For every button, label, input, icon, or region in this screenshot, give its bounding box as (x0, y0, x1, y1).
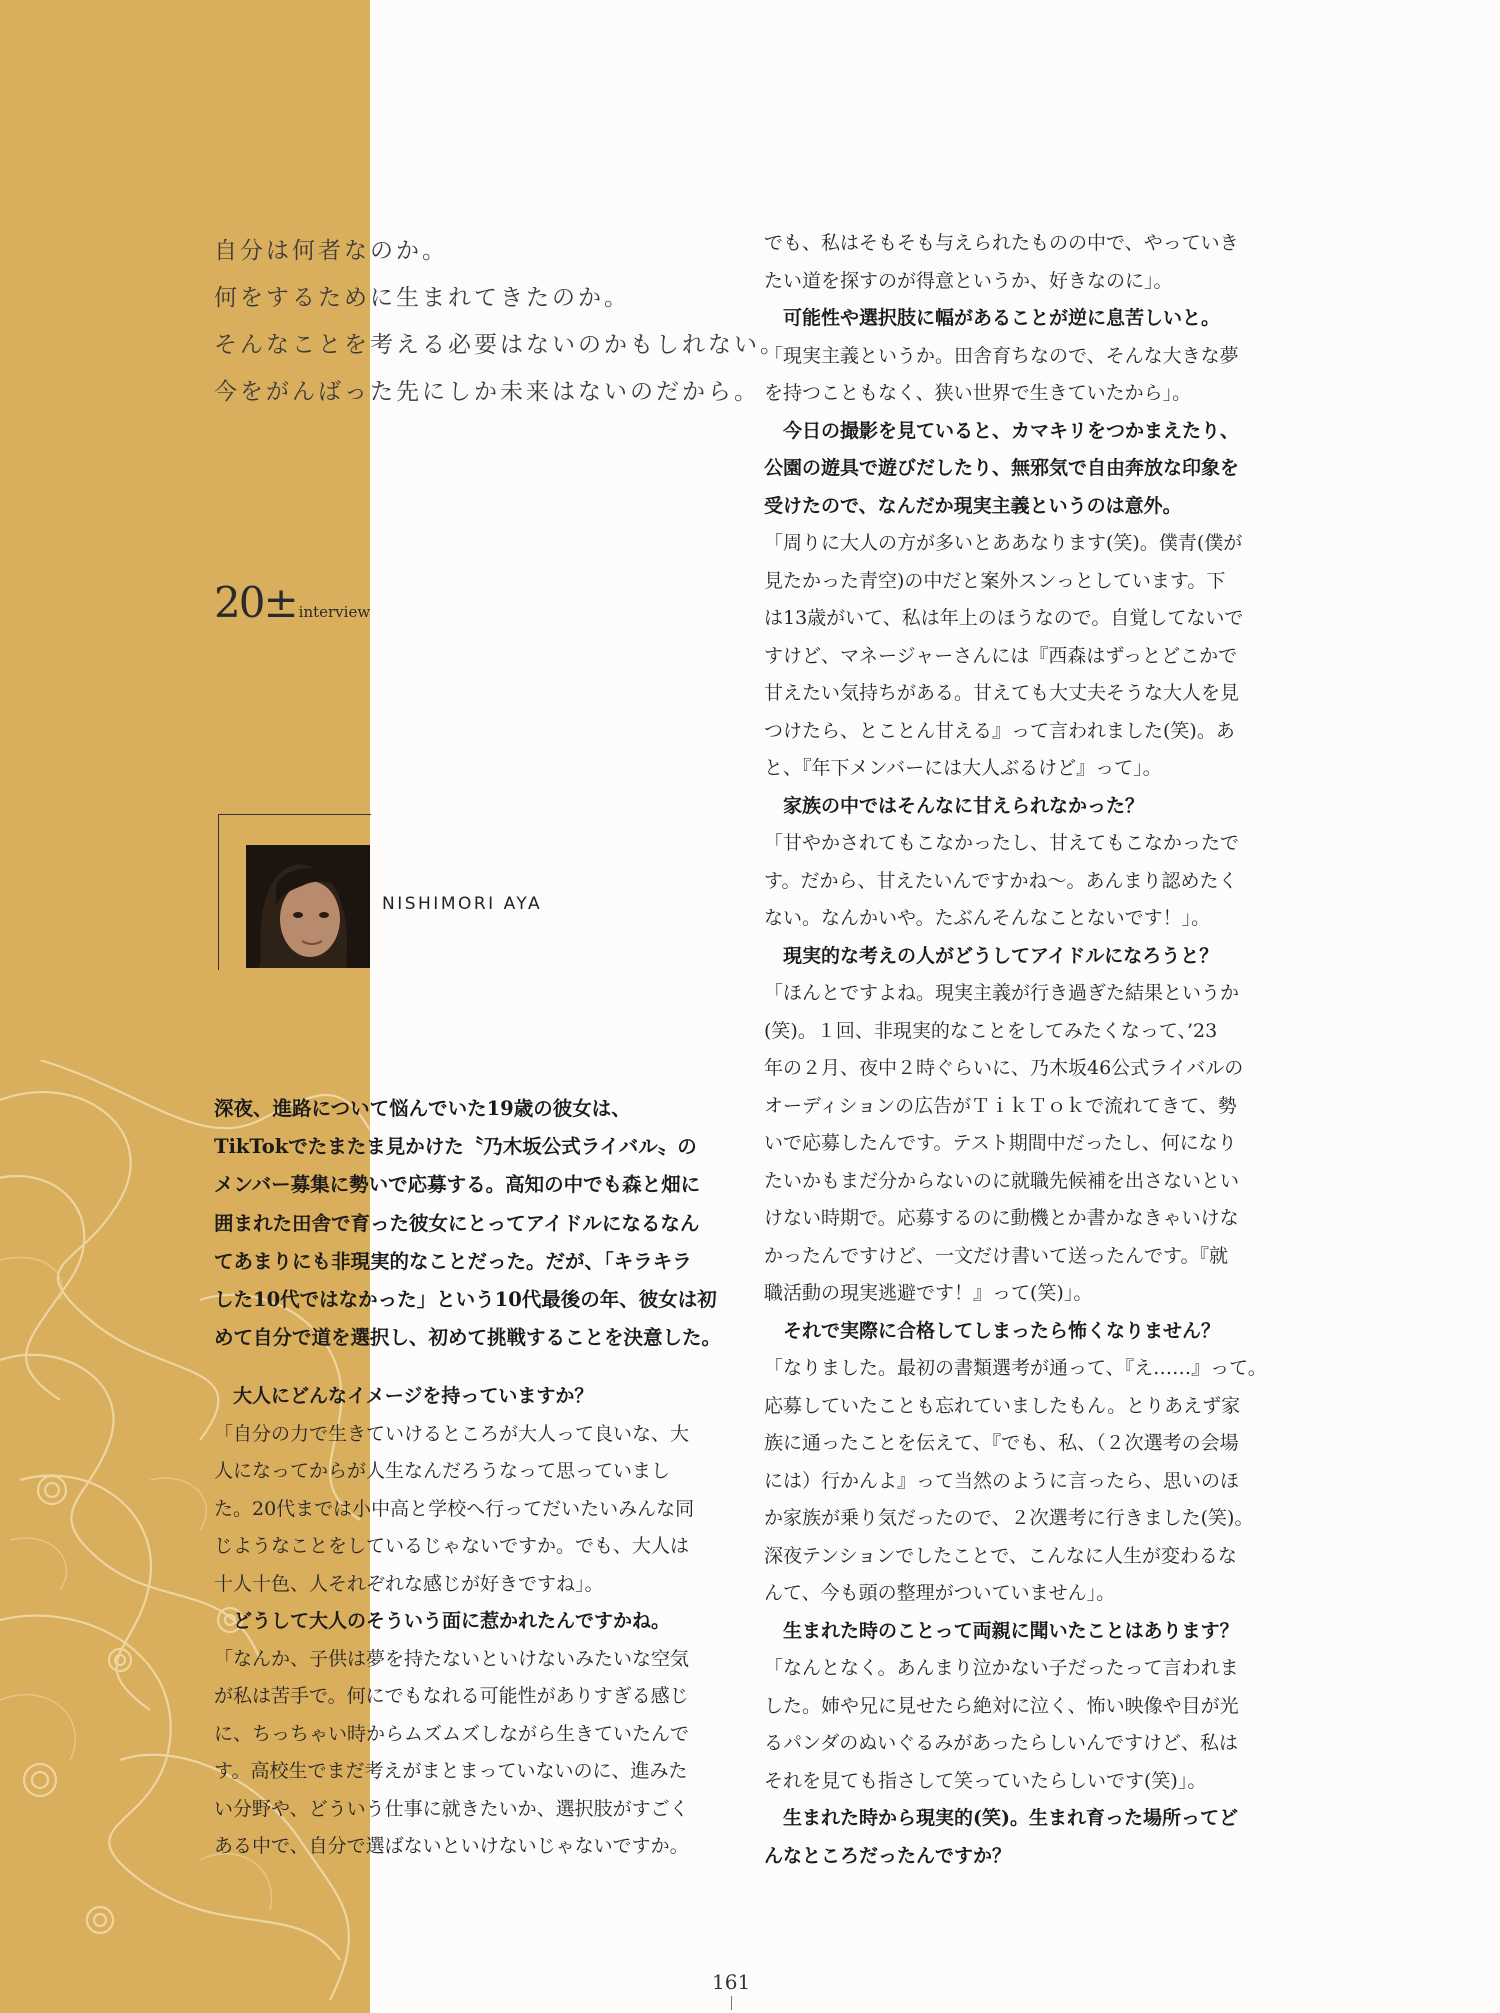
interview-answer-line: 深夜テンションでしたことで、こんなに人生が変わるな (764, 1544, 1237, 1567)
interview-answer-line: と、『年下メンバーには大人ぶるけど』って」。 (764, 757, 1162, 779)
profile-photo (246, 845, 370, 968)
interview-question-line: んなところだったんですか？ (764, 1844, 1012, 1867)
interview-answer-line: かったんですけど、一文だけ書いて送ったんです。『就 (764, 1244, 1228, 1267)
interview-question-line: 今日の撮影を見ていると、カマキリをつかまえたり、 (764, 419, 1240, 442)
interview-question-line: 大人にどんなイメージを持っていますか？ (214, 1385, 594, 1407)
lead-paragraph (214, 1090, 724, 1357)
interview-answer-line: 職活動の現実逃避です！』って(笑)」。 (764, 1282, 1093, 1304)
intro-line: 何をするために生まれてきたのか。 (214, 285, 630, 311)
intro-text (214, 228, 786, 416)
interview-answer-line: 十人十色、人それぞれな感じが好きですね」。 (214, 1572, 604, 1595)
interview-answer-line: を持つこともなく、狭い世界で生きていたから」。 (764, 382, 1192, 404)
interview-question-line: 公園の遊具で遊びだしたり、無邪気で自由奔放な印象を (764, 457, 1240, 479)
interview-question-line: それで実際に合格してしまったら怖くなりません？ (764, 1319, 1221, 1342)
interview-answer-line: たい道を探すのが得意というか、好きなのに」。 (764, 269, 1173, 292)
interview-answer-line: 「なんか、子供は夢を持たないといけないみたいな空気 (214, 1647, 690, 1670)
interview-answer-line: じようなことをしているじゃないですか。でも、大人は (214, 1535, 690, 1557)
interview-answer-line: 年の２月、夜中２時ぐらいに、乃木坂46公式ライバルの (764, 1057, 1244, 1079)
profile-name: NISHIMORI AYA (382, 894, 543, 914)
interview-answer-line: た。20代までは小中高と学校へ行ってだいたいみんな同 (214, 1497, 695, 1520)
interview-answer-line: オーディションの広告がＴｉｋＴｏｋで流れてきて、勢 (764, 1094, 1237, 1117)
interview-answer-line: 甘えたい気持ちがある。甘えても大丈夫そうな大人を見 (764, 682, 1240, 704)
series-logo-number: 20± (214, 578, 297, 627)
page-number: 161 (712, 1970, 751, 1994)
series-logo-word: interview (298, 603, 371, 621)
interview-answer-line: でも、私はそもそも与えられたものの中で、やっていき (764, 232, 1239, 254)
interview-answer-line: い分野や、どういう仕事に就きたいか、選択肢がすごく (214, 1797, 689, 1820)
interview-question-line: 生まれた時のことって両親に聞いたことはあります？ (764, 1619, 1239, 1642)
lead-line: てあまりにも非現実的なことだった。だが、「キラキラ (214, 1249, 692, 1273)
interview-answer-line: か家族が乗り気だったので、２次選考に行きました(笑)。 (764, 1507, 1254, 1529)
lead-line: 深夜、進路について悩んでいた19歳の彼女は、 (214, 1097, 631, 1120)
interview-answer-line: 「なんとなく。あんまり泣かない子だったって言われま (764, 1657, 1239, 1679)
lead-line: TikTokでたまたま見かけた〝乃木坂公式ライバル〟の (214, 1135, 697, 1159)
lead-line: めて自分で道を選択し、初めて挑戦することを決意した。 (214, 1326, 722, 1350)
interview-answer-line: んて、今も頭の整理がついていません」。 (764, 1582, 1116, 1604)
interview-answer-line: すけど、マネージャーさんには『西森はずっとどこかで (764, 644, 1238, 667)
interview-question-line: 可能性や選択肢に幅があることが逆に息苦しいと。 (764, 307, 1221, 329)
interview-answer-line: ない。なんかいや。たぶんそんなことないです！」。 (764, 907, 1211, 929)
interview-answer-line: ある中で、自分で選ばないといけないじゃないですか。 (214, 1835, 689, 1857)
interview-answer-line: す。高校生でまだ考えがまとまっていないのに、進みた (214, 1760, 688, 1782)
interview-answer-line: 「甘やかされてもこなかったし、甘えてもこなかったで (764, 832, 1240, 854)
interview-answer-line: 「周りに大人の方が多いとああなります(笑)。僕青(僕が (764, 532, 1243, 554)
interview-answer-line: には）行かんよ』って当然のように言ったら、思いのほ (764, 1469, 1240, 1492)
interview-question-line: どうして大人のそういう面に惹かれたんですかね。 (214, 1610, 671, 1632)
interview-answer-line: (笑)。１回、非現実的なことをしてみたくなって、’23 (764, 1019, 1218, 1042)
intro-line: 今をがんばった先にしか未来はないのだから。 (214, 379, 760, 405)
lead-line: メンバー募集に勢いで応募する。高知の中でも森と畑に (214, 1173, 701, 1197)
interview-answer-line: 人になってからが人生なんだろうなって思っていまし (214, 1460, 671, 1482)
interview-answer-line: それを見ても指さして笑っていたらしいです(笑)」。 (764, 1769, 1207, 1792)
interview-answer-line: つけたら、とことん甘える』って言われました(笑)。あ (764, 719, 1235, 742)
interview-answer-line: 見たかった青空)の中だと案外スンっとしています。下 (764, 569, 1226, 592)
interview-question-line: 生まれた時から現実的(笑)。生まれ育った場所ってど (764, 1807, 1238, 1829)
interview-question-line: 受けたので、なんだか現実主義というのは意外。 (764, 494, 1182, 517)
interview-answer-line: 「ほんとですよね。現実主義が行き過ぎた結果というか (764, 982, 1240, 1004)
series-logo (214, 580, 370, 626)
intro-line: そんなことを考える必要はないのかもしれない。 (214, 332, 786, 358)
interview-column-right (764, 225, 1284, 1875)
interview-answer-line: は13歳がいて、私は年上のほうなので。自覚してないで (764, 607, 1244, 629)
interview-answer-line: 「現実主義というか。田舎育ちなので、そんな大きな夢 (764, 344, 1239, 367)
interview-answer-line: いで応募したんです。テスト期間中だったし、何になり (764, 1132, 1237, 1154)
interview-answer-line: けない時期で。応募するのに動機とか書かなきゃいけな (764, 1207, 1239, 1229)
interview-answer-line: 族に通ったことを伝えて、『でも、私、（２次選考の会場 (764, 1432, 1239, 1454)
interview-answer-line: が私は苦手で。何にでもなれる可能性がありすぎる感じ (214, 1685, 689, 1707)
intro-line: 自分は何者なのか。 (214, 238, 448, 264)
interview-answer-line: るパンダのぬいぐるみがあったらしいんですけど、私は (764, 1732, 1239, 1754)
lead-line: した10代ではなかった」という10代最後の年、彼女は初 (214, 1288, 717, 1312)
interview-answer-line: に、ちっちゃい時からムズムズしながら生きていたんで (214, 1722, 690, 1745)
lead-line: 囲まれた田舎で育った彼女にとってアイドルになるなん (214, 1211, 700, 1235)
interview-answer-line: 「自分の力で生きていけるところが大人って良いな、大 (214, 1422, 690, 1445)
interview-answer-line: 応募していたことも忘れていましたもん。とりあえず家 (764, 1394, 1241, 1417)
interview-question-line: 家族の中ではそんなに甘えられなかった？ (764, 794, 1145, 817)
interview-answer-line: たいかもまだ分からないのに就職先候補を出さないとい (764, 1169, 1240, 1192)
interview-question-line: 現実的な考えの人がどうしてアイドルになろうと？ (764, 944, 1219, 967)
interview-column-left (214, 1378, 734, 1866)
interview-answer-line: す。だから、甘えたいんですかね～。あんまり認めたく (764, 869, 1238, 892)
page-number-tick (731, 1996, 732, 2010)
interview-answer-line: した。姉や兄に見せたら絶対に泣く、怖い映像や目が光 (764, 1694, 1239, 1717)
interview-answer-line: 「なりました。最初の書類選考が通って、『え……』って。 (764, 1357, 1267, 1379)
